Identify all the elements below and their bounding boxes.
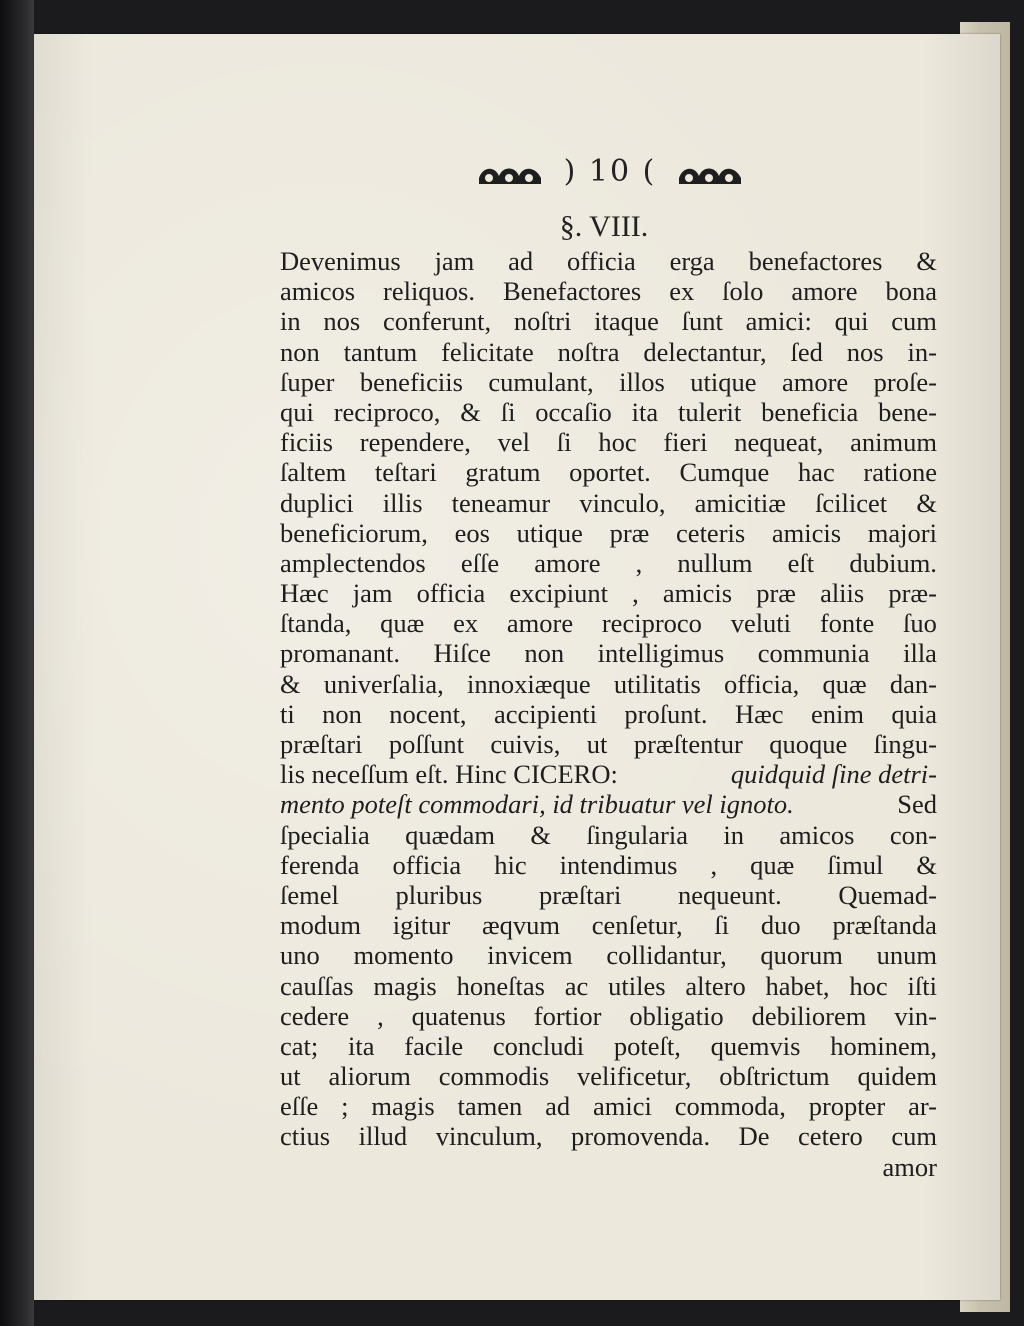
body-line — [280, 337, 937, 367]
word: qui — [834, 306, 869, 337]
body-line — [280, 638, 937, 668]
body-line — [280, 699, 937, 729]
word: quæ — [380, 608, 425, 639]
word: illud — [358, 1121, 408, 1152]
quote-line-2 — [280, 789, 937, 819]
word: cum — [891, 306, 937, 337]
body-line — [280, 669, 937, 699]
word: , — [377, 1000, 384, 1031]
word: ferenda — [280, 849, 360, 880]
word: officia — [567, 246, 636, 276]
word: magis — [371, 1091, 435, 1122]
word: Benefactores — [502, 276, 642, 307]
word: ; — [341, 1091, 349, 1122]
word: eſſe — [460, 547, 500, 578]
word: non — [322, 698, 362, 729]
word: accipienti — [493, 698, 597, 729]
body-line — [280, 488, 937, 518]
body-line — [280, 1121, 937, 1151]
word: amplectendos — [280, 547, 426, 578]
page-number: ) 10 ( — [563, 154, 657, 189]
word: utilitatis — [613, 668, 701, 699]
word: officia — [416, 578, 486, 609]
word: utiles — [608, 970, 666, 1001]
word: cumulant, — [488, 366, 594, 397]
word: intendimus — [559, 849, 678, 880]
word: concludi — [492, 1030, 585, 1061]
word: præ- — [888, 578, 937, 609]
word: præ — [609, 517, 650, 548]
word: amicis — [771, 517, 842, 548]
word: animum — [850, 427, 937, 458]
word: con- — [889, 819, 937, 850]
word: officia — [392, 849, 462, 880]
word: ſingu- — [873, 729, 937, 759]
word: propter — [808, 1091, 886, 1122]
word: fortior — [533, 1000, 602, 1031]
word: majori — [867, 517, 937, 548]
body-line — [280, 578, 937, 608]
word: hac — [797, 457, 835, 488]
word: ſunt — [681, 306, 723, 337]
word: amore — [506, 608, 574, 639]
word: illos — [619, 366, 665, 397]
section-heading: §. VIII. — [559, 210, 649, 243]
word: præſtanda — [832, 910, 937, 941]
body-text — [280, 246, 937, 1182]
word: ficiis — [280, 427, 333, 458]
word: reciproco — [601, 608, 702, 639]
word: amore — [791, 276, 858, 307]
word: præſtari — [280, 729, 363, 759]
word: debiliorem — [751, 1000, 867, 1031]
word: promovenda. — [570, 1121, 711, 1152]
word: dubium. — [849, 547, 937, 578]
word: intelligimus — [597, 638, 725, 669]
word: innoxiæque — [467, 668, 591, 699]
word: eos — [454, 517, 490, 548]
word: ratione — [863, 457, 937, 488]
word: & — [530, 819, 551, 850]
word: oportet. — [569, 457, 651, 488]
word: erga — [669, 246, 715, 276]
word: cedere — [280, 1000, 350, 1031]
quote-fragment: quidquid ſine detri- — [730, 759, 937, 790]
word: quidem — [857, 1061, 937, 1092]
catchword-line — [280, 1152, 937, 1182]
right-ornament-icon — [675, 158, 745, 190]
body-line — [280, 367, 937, 397]
word: vinculum, — [435, 1121, 543, 1152]
word: eſſe — [280, 1091, 319, 1122]
word: habet, — [765, 970, 830, 1001]
word: teſtari — [374, 457, 437, 488]
word: invicem — [487, 940, 573, 971]
word: beneficiis — [359, 366, 463, 397]
body-line — [280, 246, 937, 276]
word: aliorum — [328, 1061, 411, 1092]
word: ar- — [908, 1091, 937, 1122]
word: unum — [876, 940, 937, 971]
word: eſt — [787, 547, 815, 578]
word: ut — [586, 729, 608, 759]
word: præ — [756, 578, 796, 609]
word: in — [280, 306, 301, 337]
word: Hiſce — [433, 638, 491, 669]
body-line — [280, 1031, 937, 1061]
body-line — [280, 397, 937, 427]
word: ſtanda, — [280, 608, 352, 639]
body-line — [280, 518, 937, 548]
word: hoc — [849, 970, 888, 1001]
word: quorum — [760, 940, 843, 971]
body-line — [280, 910, 937, 940]
word: quatenus — [411, 1000, 506, 1031]
body-line — [280, 971, 937, 1001]
word: Devenimus — [280, 246, 401, 276]
word: Cumque — [679, 457, 770, 488]
catchword: amor — [882, 1151, 937, 1182]
word: & — [280, 668, 301, 699]
word: ita — [348, 1030, 375, 1061]
word: rependere, — [359, 427, 471, 458]
word: Hæc — [280, 578, 329, 609]
word: in — [723, 819, 744, 850]
word: amore — [534, 547, 601, 578]
word: quæ — [750, 849, 795, 880]
word: commoda, — [674, 1091, 786, 1122]
word: ſuper — [280, 366, 335, 397]
word: honeſtas — [456, 970, 545, 1001]
word: vinculo, — [579, 487, 666, 518]
body-line — [280, 880, 937, 910]
word: ſi — [556, 427, 572, 458]
word: illa — [903, 638, 937, 669]
word: reliquos. — [383, 276, 475, 307]
word: obſtrictum — [719, 1061, 830, 1092]
word: De — [738, 1121, 770, 1152]
word: momento — [353, 940, 454, 971]
word: ſcilicet — [815, 487, 888, 518]
word: ſi — [500, 396, 516, 427]
word: modum — [280, 910, 361, 941]
word: cat; — [280, 1030, 319, 1061]
word: poſſunt — [388, 729, 464, 759]
word: nequeat, — [734, 427, 824, 458]
word: amici — [593, 1091, 652, 1122]
word: & — [460, 396, 481, 427]
word: reciproco, — [333, 396, 441, 427]
word: amore — [781, 366, 849, 397]
page-header — [34, 154, 1000, 194]
body-line — [280, 306, 937, 336]
word: commodis — [438, 1061, 550, 1092]
word: ſolo — [722, 276, 764, 307]
book-page — [34, 34, 1000, 1300]
word: ſaltem — [280, 457, 347, 488]
word: utique — [690, 366, 757, 397]
word: amici: — [745, 306, 812, 337]
word: facile — [404, 1030, 464, 1061]
word: communia — [757, 638, 870, 669]
word: ita — [631, 396, 659, 427]
word: & — [916, 849, 937, 880]
word: vel — [497, 427, 531, 458]
body-line — [280, 427, 937, 457]
body-line — [280, 457, 937, 487]
body-line — [280, 1091, 937, 1121]
body-line — [280, 820, 937, 850]
word: beneficiorum, — [280, 517, 428, 548]
word: poteſt, — [613, 1030, 681, 1061]
body-line — [280, 608, 937, 638]
word: collidantur, — [606, 940, 727, 971]
word: pluribus — [395, 879, 483, 910]
body-line — [280, 1061, 937, 1091]
word: vin- — [894, 1000, 937, 1031]
word: ex — [453, 608, 479, 639]
word: ſimul — [827, 849, 884, 880]
word: veluti — [730, 608, 792, 639]
word: igitur — [392, 910, 451, 941]
word: amicitiæ — [694, 487, 786, 518]
quote-line-1 — [280, 759, 937, 789]
word: nullum — [677, 547, 753, 578]
word: tulerit — [678, 396, 742, 427]
word: proſe- — [873, 366, 937, 397]
word: non — [280, 336, 320, 367]
body-line — [280, 729, 937, 759]
word: gratum — [465, 457, 541, 488]
word: dan- — [889, 668, 937, 699]
word: bene- — [878, 396, 937, 427]
word: excipiunt — [509, 578, 608, 609]
word: non — [524, 638, 565, 669]
word: præſtari — [538, 879, 622, 910]
word: univerſalia, — [323, 668, 444, 699]
word: ad — [545, 1091, 571, 1122]
word: ctius — [280, 1121, 331, 1152]
word: officia, — [723, 668, 800, 699]
word: fonte — [819, 608, 875, 639]
word: hominem, — [830, 1030, 937, 1061]
word: conferunt, — [382, 306, 492, 337]
word: ſed — [790, 336, 823, 367]
word: ſemel — [280, 879, 339, 910]
word: noſtra — [557, 336, 620, 367]
word: quia — [891, 698, 937, 729]
word: jam — [352, 578, 393, 609]
word: , — [632, 578, 639, 609]
word: ſingularia — [586, 819, 688, 850]
word: quædam — [405, 819, 495, 850]
word: bona — [885, 276, 937, 307]
word: occaſio — [535, 396, 612, 427]
word: nequeunt. — [678, 879, 782, 910]
word: Hæc — [734, 698, 784, 729]
word: quemvis — [710, 1030, 801, 1061]
word: ſpecialia — [280, 819, 370, 850]
word: aliis — [820, 578, 865, 609]
word: benefactores — [748, 246, 883, 276]
body-word: Sed — [897, 789, 937, 820]
word: quæ — [822, 668, 867, 699]
word: nocent, — [389, 698, 467, 729]
word: amicos — [779, 819, 855, 850]
word: ut — [280, 1061, 301, 1092]
word: ſi — [714, 910, 730, 941]
word: duo — [760, 910, 801, 941]
word: proſunt. — [624, 698, 708, 729]
word: in- — [907, 336, 937, 367]
body-line — [280, 548, 937, 578]
word: quoque — [769, 729, 848, 759]
word: & — [916, 246, 937, 276]
word: ſuo — [903, 608, 937, 639]
word: illis — [382, 487, 423, 518]
book-spine — [0, 0, 34, 1326]
word: magis — [373, 970, 437, 1001]
word: cuivis, — [490, 729, 561, 759]
word: Quemad- — [838, 879, 937, 910]
body-line — [280, 1001, 937, 1031]
word: ti — [280, 698, 295, 729]
word: delectantur, — [643, 336, 767, 367]
word: cauſſas — [280, 970, 354, 1001]
left-ornament-icon — [475, 158, 545, 190]
word: promanant. — [280, 638, 400, 669]
word: uno — [280, 940, 320, 971]
word: hic — [494, 849, 527, 880]
word: velificetur, — [576, 1061, 692, 1092]
word: jam — [434, 246, 475, 276]
word: tantum — [343, 336, 418, 367]
body-line: lis neceſſum eſt. Hinc CICERO: — [280, 759, 618, 790]
word: & — [916, 487, 937, 518]
word: amicos — [280, 276, 356, 307]
word: , — [710, 849, 718, 880]
quote-fragment: mento poteſt commodari, id tribuatur vel ignoto. — [280, 789, 794, 820]
word: cetero — [798, 1121, 863, 1152]
word: teneamur — [451, 487, 551, 518]
word: altero — [685, 970, 746, 1001]
word: cum — [891, 1121, 937, 1152]
word: beneficia — [761, 396, 859, 427]
word: duplici — [280, 487, 354, 518]
word: fieri — [663, 427, 708, 458]
word: ex — [669, 276, 695, 307]
body-line — [280, 850, 937, 880]
word: enim — [810, 698, 864, 729]
word: qui — [280, 396, 314, 427]
word: felicitate — [441, 336, 534, 367]
word: præſtentur — [633, 729, 743, 759]
word: ad — [508, 246, 534, 276]
word: nos — [323, 306, 361, 337]
word: amicis — [662, 578, 733, 609]
word: itaque — [594, 306, 659, 337]
word: , — [635, 547, 643, 578]
body-line — [280, 940, 937, 970]
word: tamen — [457, 1091, 523, 1122]
word: ac — [564, 970, 589, 1001]
word: obligatio — [629, 1000, 724, 1031]
word: ceteris — [676, 517, 746, 548]
word: cenſetur, — [591, 910, 683, 941]
word: noſtri — [513, 306, 572, 337]
body-line — [280, 276, 937, 306]
word: nos — [846, 336, 884, 367]
word: hoc — [598, 427, 637, 458]
word: iſti — [907, 970, 937, 1001]
word: utique — [516, 517, 583, 548]
word: æqvum — [481, 910, 560, 941]
